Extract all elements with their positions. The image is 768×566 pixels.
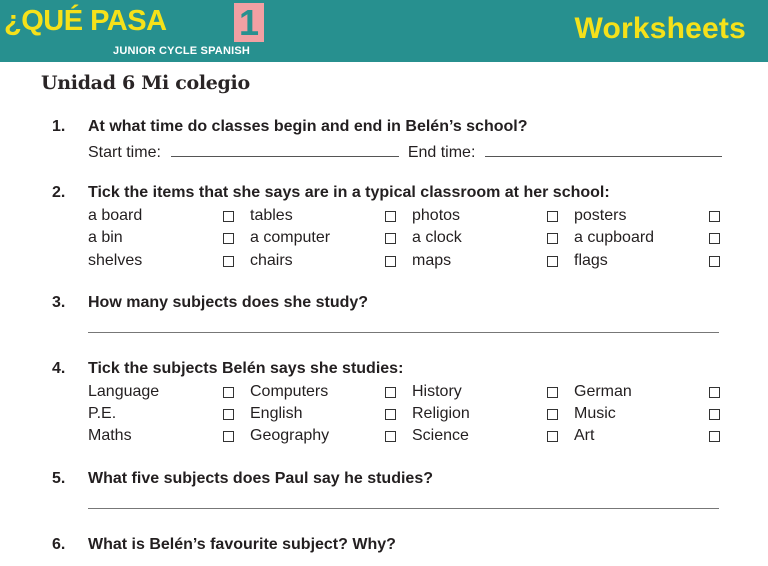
question-number: 5. <box>52 470 66 487</box>
volume-badge: 1 <box>234 3 264 42</box>
subject-label: Science <box>412 427 469 444</box>
subject-label: History <box>412 383 462 400</box>
answer-line-q3[interactable] <box>88 332 719 333</box>
brand-subtitle: JUNIOR CYCLE SPANISH <box>113 45 251 57</box>
item-label: a cupboard <box>574 229 655 246</box>
question-number: 1. <box>52 118 66 135</box>
item-label: posters <box>574 207 627 224</box>
checkbox-a-bin[interactable] <box>223 233 234 244</box>
checkbox-posters[interactable] <box>709 211 720 222</box>
subject-label: Computers <box>250 383 329 400</box>
answer-line-q5[interactable] <box>88 508 719 509</box>
checkbox-language[interactable] <box>223 387 234 398</box>
item-label: flags <box>574 252 608 269</box>
checkbox-maps[interactable] <box>547 256 558 267</box>
checkbox-pe[interactable] <box>223 409 234 420</box>
checkbox-music[interactable] <box>709 409 720 420</box>
item-label: photos <box>412 207 461 224</box>
question-text: At what time do classes begin and end in Belén’s school? <box>88 118 528 135</box>
question-number: 2. <box>52 184 66 201</box>
question-text: Tick the items that she says are in a typical classroom at her school: <box>88 184 610 201</box>
question-number: 3. <box>52 294 66 311</box>
subject-label: Art <box>574 427 595 444</box>
checkbox-geography[interactable] <box>385 431 396 442</box>
subject-label: P.E. <box>88 405 117 422</box>
item-label: a clock <box>412 229 462 246</box>
checkbox-maths[interactable] <box>223 431 234 442</box>
unit-title: Unidad 6 Mi colegio <box>41 72 250 94</box>
checkbox-art[interactable] <box>709 431 720 442</box>
checkbox-history[interactable] <box>547 387 558 398</box>
question-text: How many subjects does she study? <box>88 294 369 311</box>
item-label: tables <box>250 207 293 224</box>
checkbox-shelves[interactable] <box>223 256 234 267</box>
checkbox-german[interactable] <box>709 387 720 398</box>
question-text: What five subjects does Paul say he studies? <box>88 470 433 487</box>
checkbox-computers[interactable] <box>385 387 396 398</box>
section-title: Worksheets <box>574 12 746 45</box>
subject-label: Music <box>574 405 616 422</box>
start-time-field[interactable] <box>171 141 399 157</box>
checkbox-photos[interactable] <box>547 211 558 222</box>
item-label: shelves <box>88 252 143 269</box>
question-text: What is Belén’s favourite subject? Why? <box>88 536 396 553</box>
checkbox-chairs[interactable] <box>385 256 396 267</box>
end-time-label: End time: <box>407 144 476 161</box>
question-number: 4. <box>52 360 66 377</box>
header-banner <box>0 0 768 62</box>
checkbox-a-computer[interactable] <box>385 233 396 244</box>
time-fields-row <box>88 141 722 162</box>
item-label: chairs <box>250 252 293 269</box>
subject-label: German <box>574 383 632 400</box>
question-number: 6. <box>52 536 66 553</box>
checkbox-flags[interactable] <box>709 256 720 267</box>
subject-label: Religion <box>412 405 470 422</box>
item-label: maps <box>412 252 452 269</box>
checkbox-english[interactable] <box>385 409 396 420</box>
subject-label: Maths <box>88 427 132 444</box>
question-text: Tick the subjects Belén says she studies: <box>88 360 404 377</box>
checkbox-a-cupboard[interactable] <box>709 233 720 244</box>
checkbox-a-clock[interactable] <box>547 233 558 244</box>
checkbox-religion[interactable] <box>547 409 558 420</box>
end-time-field[interactable] <box>485 141 722 157</box>
checkbox-science[interactable] <box>547 431 558 442</box>
item-label: a bin <box>88 229 123 246</box>
checkbox-tables[interactable] <box>385 211 396 222</box>
subject-label: Language <box>88 383 160 400</box>
start-time-label: Start time: <box>88 144 161 161</box>
checkbox-a-board[interactable] <box>223 211 234 222</box>
item-label: a board <box>88 207 143 224</box>
brand-logo-text: ¿QUÉ PASA <box>4 5 167 37</box>
item-label: a computer <box>250 229 331 246</box>
subject-label: English <box>250 405 303 422</box>
subject-label: Geography <box>250 427 330 444</box>
